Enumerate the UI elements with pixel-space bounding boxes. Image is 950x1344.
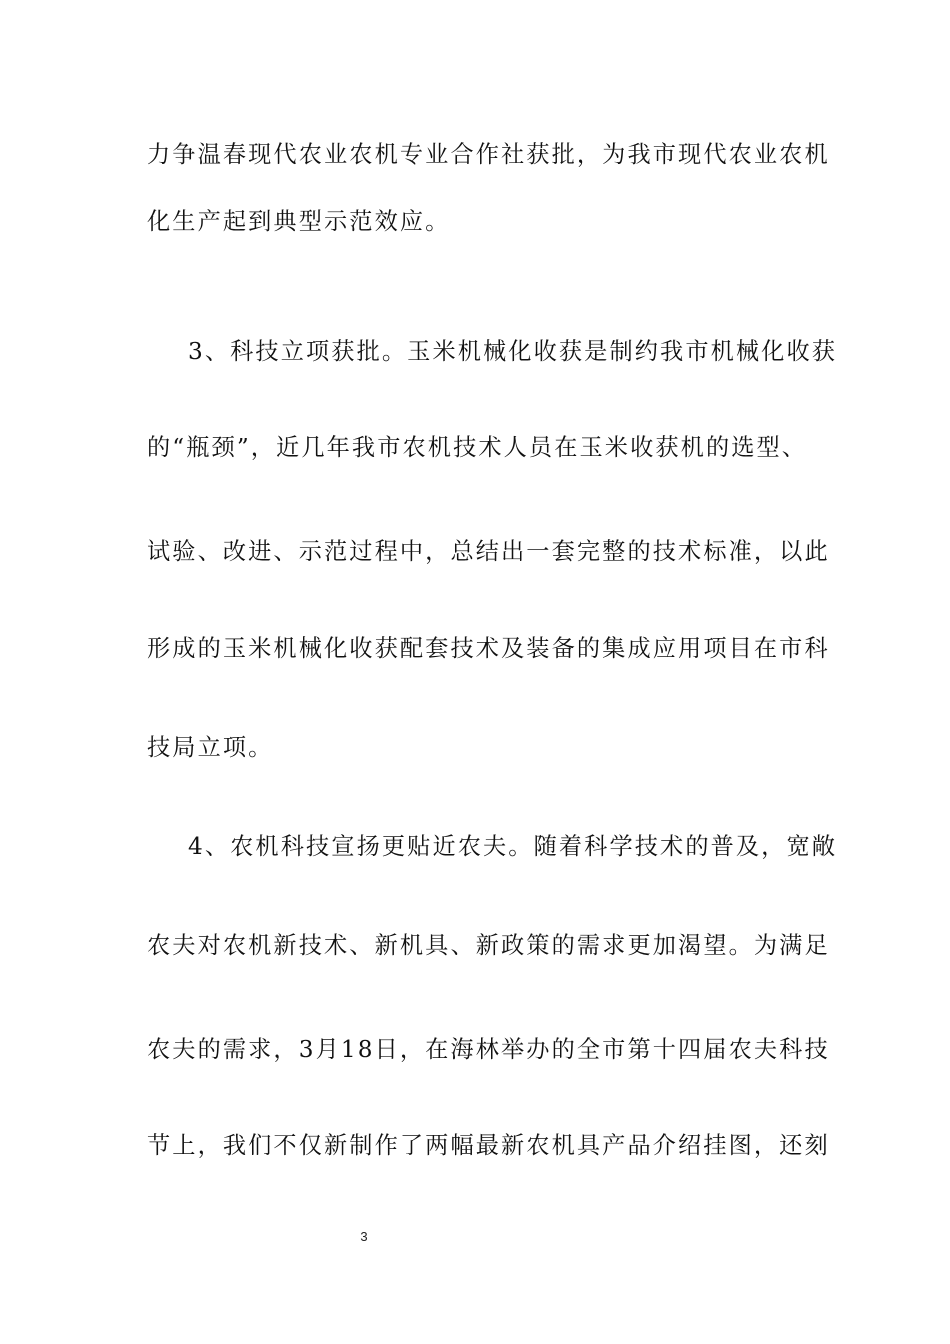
paragraph-line: 3、科技立项获批。玉米机械化收获是制约我市机械化收获 [188,338,838,365]
paragraph-line: 技局立项。 [147,734,274,761]
paragraph-line: 节上，我们不仅新制作了两幅最新农机具产品介绍挂图，还刻 [147,1132,830,1159]
paragraph-line: 化生产起到典型示范效应。 [147,208,451,235]
page-number: 3 [360,1229,368,1244]
paragraph-line: 力争温春现代农业农机专业合作社获批，为我市现代农业农机 [147,141,830,168]
paragraph-line: 的“瓶颈”，近几年我市农机技术人员在玉米收获机的选型、 [147,434,808,461]
paragraph-line: 4、农机科技宣扬更贴近农夫。随着科学技术的普及，宽敞 [188,833,838,860]
paragraph-line: 农夫对农机新技术、新机具、新政策的需求更加渴望。为满足 [147,932,830,959]
paragraph-line: 农夫的需求，3月18日，在海林举办的全市第十四届农夫科技 [147,1036,830,1063]
paragraph-line: 形成的玉米机械化收获配套技术及装备的集成应用项目在市科 [147,635,830,662]
paragraph-line: 试验、改进、示范过程中，总结出一套完整的技术标准，以此 [147,538,830,565]
